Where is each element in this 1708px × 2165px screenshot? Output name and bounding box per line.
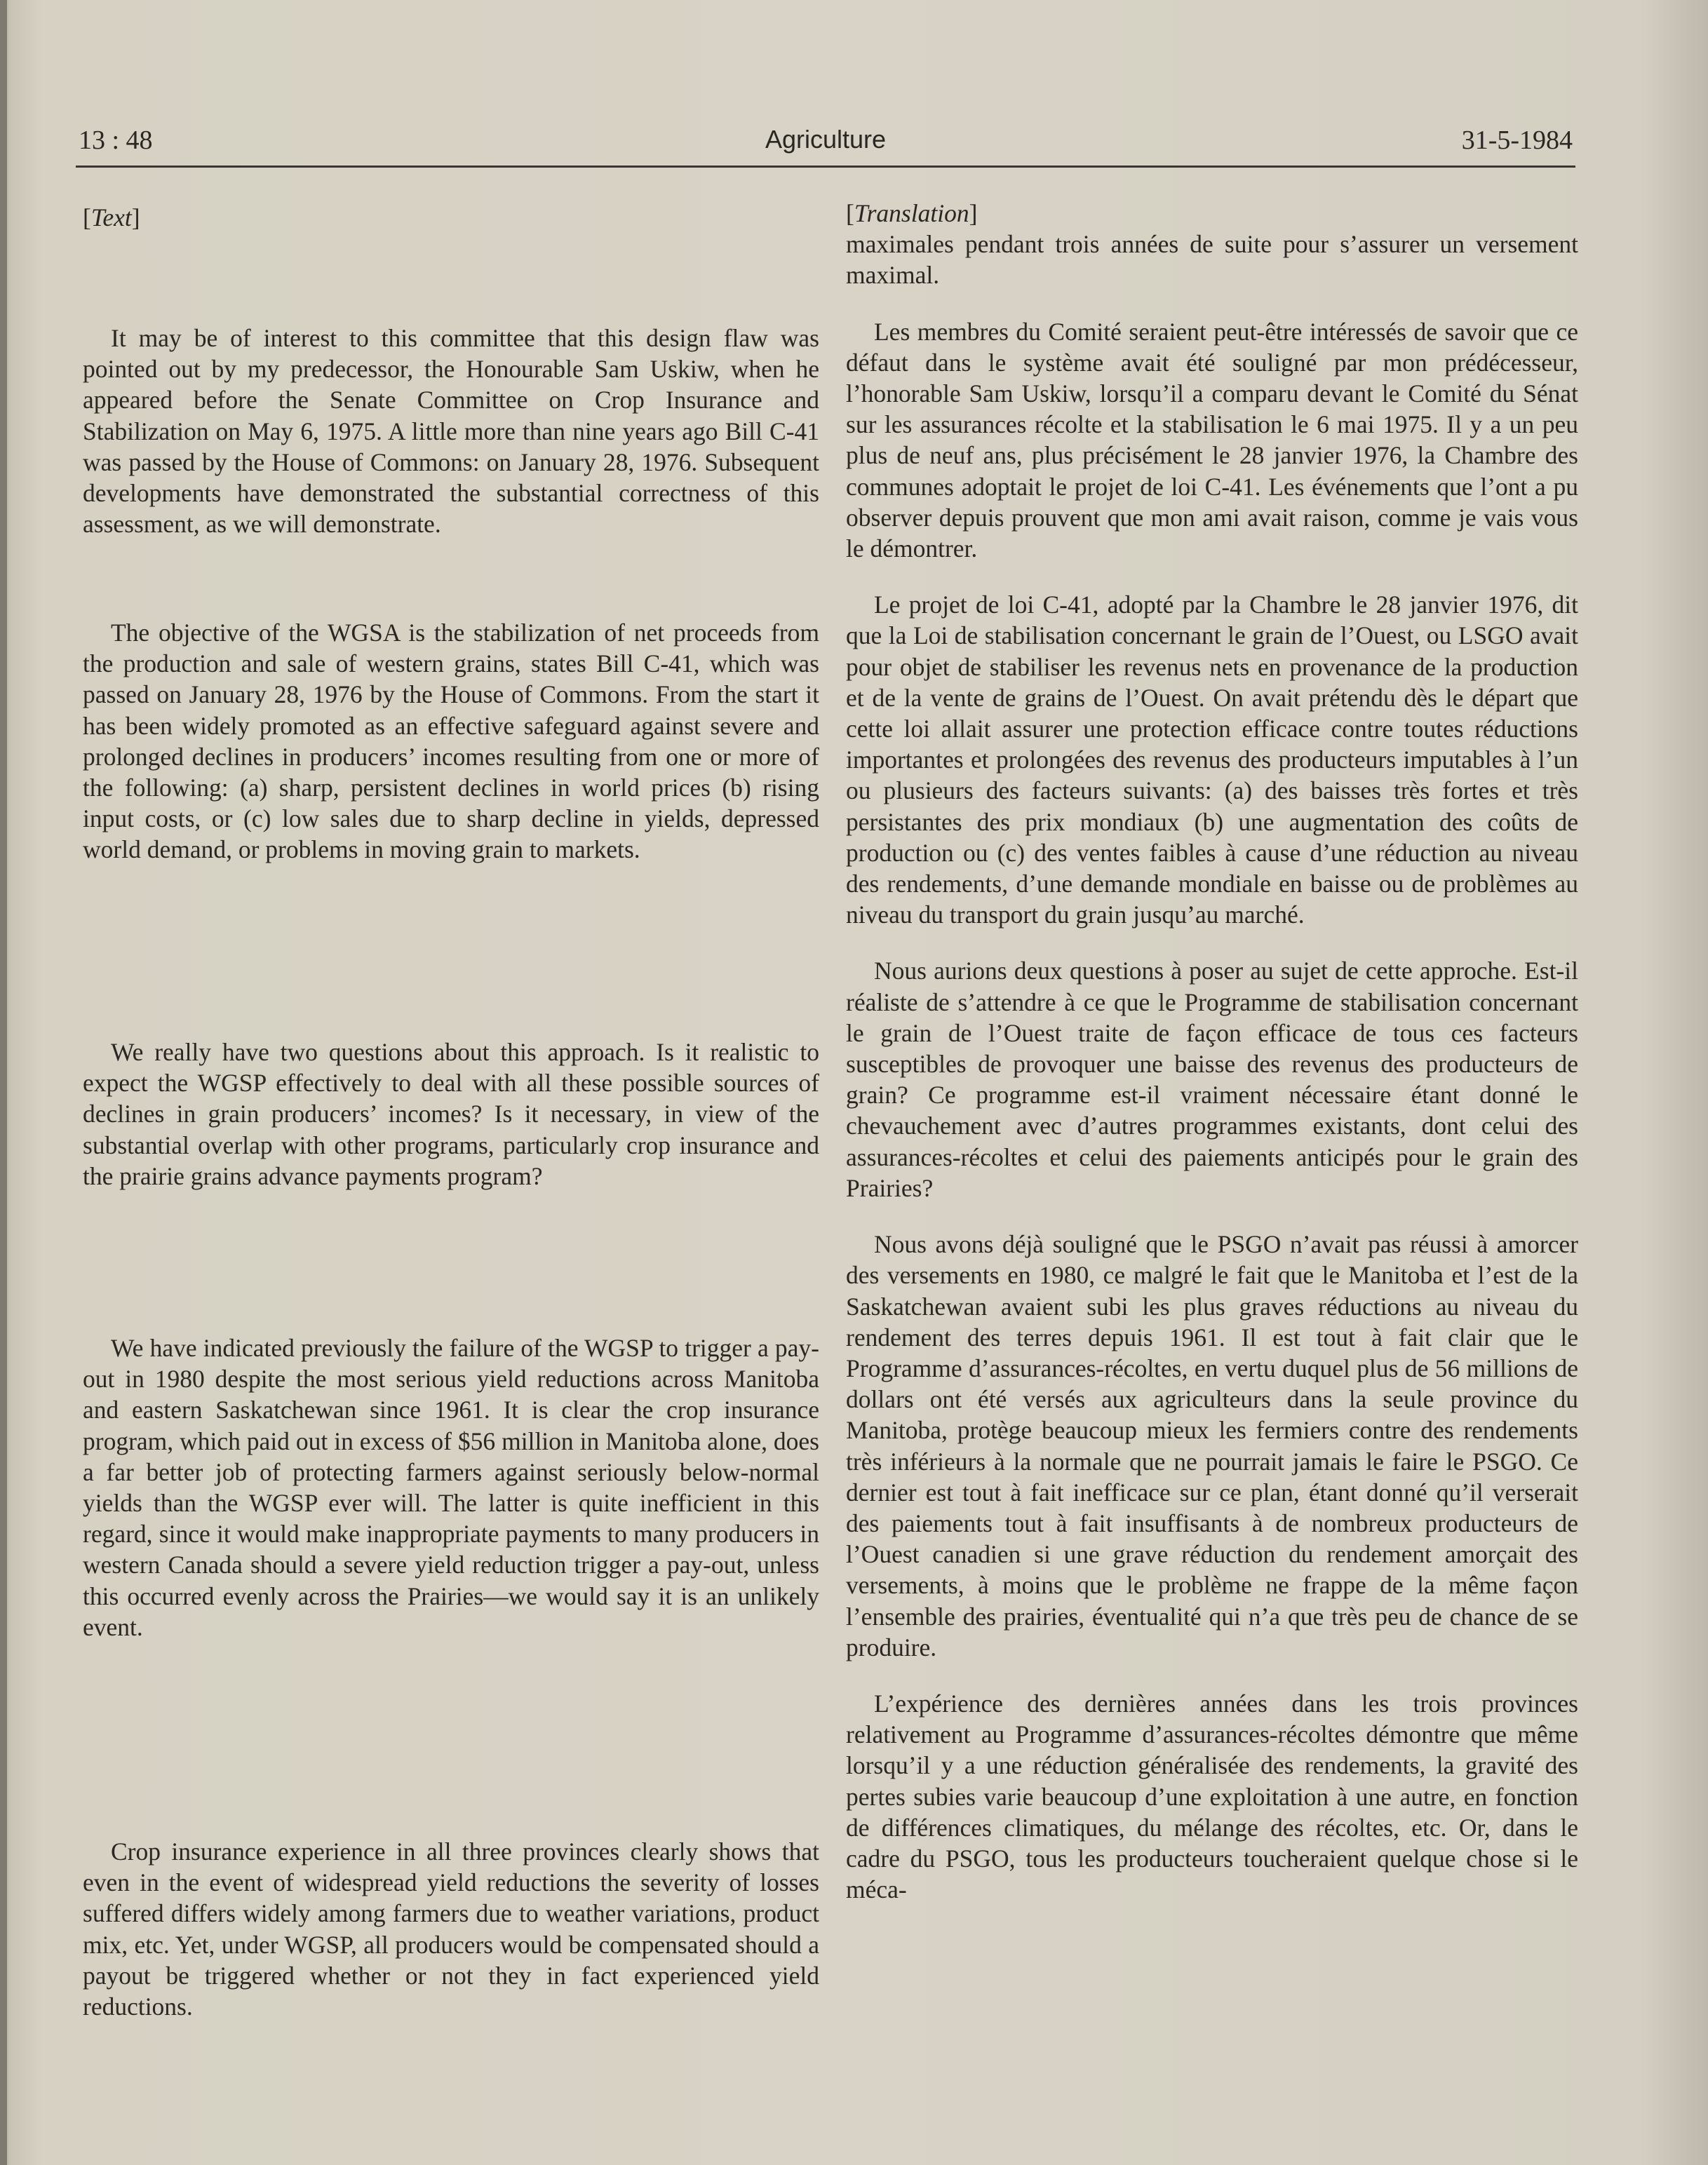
page-date: 31-5-1984 xyxy=(1461,126,1573,155)
french-continuation: maximales pendant trois années de suite pour s’assurer un versement maximal. xyxy=(846,230,1578,290)
french-paragraph: Les membres du Comité seraient peut-être intéressés de savoir que ce défaut dans le système avait été souligné par mon prédécesseur, l’honorable Sam Uskiw, lorsqu’il a comparu devant le Comité du Sénat sur les assurances récolte et la stabilisation le 6 mai 1975. Il y a un peu plus de neuf ans, plus précisément le 28 janvier 1976, la Chambre des communes adoptait le projet de loi C-41. Les événements que l’ont a pu observer depuis prouvent que mon ami avait raison, comme je vais vous le démontrer. xyxy=(846,317,1578,563)
header-rule xyxy=(76,166,1575,168)
text-tag-label: Text xyxy=(90,203,132,231)
running-title: Agriculture xyxy=(765,125,887,154)
english-paragraph: Crop insurance experience in all three provinces clearly shows that even in the event of widespread yield reductions the severity of losses suffered differs widely among farmers due to weather variations, product mix, etc. Yet, under WGSP, all producers would be compensated should a payout be triggered whether or not they in fact experienced yield reductions. xyxy=(83,1837,819,2021)
english-paragraph: We have indicated previously the failure of the WGSP to trigger a pay-out in 1980 despite the most serious yield reductions across Manitoba and eastern Saskatchewan since 1961. It is clear the crop insurance program, which paid out in excess of $56 million in Manitoba alone, does a far better job of protecting farmers against seriously below-normal yields than the WGSP ever will. The latter is quite inefficient in this regard, since it would make inappropriate payments to many producers in western Canada should a severe yield reduction trigger a pay-out, unless this occurred evenly across the Prairies—we would say it is an unlikely event. xyxy=(83,1334,819,1641)
english-column xyxy=(83,202,819,2021)
french-paragraph: L’expérience des dernières années dans les trois provinces relativement au Programme d’assurances-récoltes démontre que même lorsqu’il y a une réduction généralisée des rendements, la gravité des pertes subies varie beaucoup d’une exploitation à une autre, en fonction de différences climatiques, du mélange des récoltes, etc. Or, dans le cadre du PSGO, tous les producteurs toucheraient quelque chose si le méca- xyxy=(846,1689,1578,1904)
french-paragraph: Nous aurions deux questions à poser au sujet de cette approche. Est-il réaliste de s’attendre à ce que le Programme de stabilisation concernant le grain de l’Ouest traite de façon efficace de tous ces facteurs susceptibles de provoquer une baisse des revenus des producteurs de grain? Ce programme est-il vraiment nécessaire étant donné le chevauchement avec d’autres programmes existants, dont celui des assurances-récoltes et celui des paiements anticipés pour le grain des Prairies? xyxy=(846,957,1578,1202)
translation-tag: [Translation] xyxy=(846,199,978,227)
french-paragraph: Le projet de loi C-41, adopté par la Chambre le 28 janvier 1976, dit que la Loi de stabilisation concernant le grain de l’Ouest, ou LSGO avait pour objet de stabiliser les revenus nets en provenance de la production et de la vente de grains de l’Ouest. On avait prétendu dès le départ que cette loi allait assurer une protection efficace contre toutes réductions importantes et prolongées des revenus des producteurs imputables à l’un ou plusieurs des facteurs suivants: (a) des baisses très fortes et très persistantes des prix mondiaux (b) une augmentation des coûts de production ou (c) des ventes faibles à cause d’une réduction au niveau des rendements, d’une demande mondiale en baisse ou de problèmes au niveau du transport du grain jusqu’au marché. xyxy=(846,591,1578,929)
french-paragraph: Nous avons déjà souligné que le PSGO n’avait pas réussi à amorcer des versements en 1980, ce malgré le fait que le Manitoba et l’est de la Saskatchewan avaient subi les plus graves réductions au niveau du rendement des terres depuis 1961. Il est tout à fait clair que le Programme d’assurances-récoltes, en vertu duquel plus de 56 millions de dollars ont été versés aux agriculteurs dans la seule province du Manitoba, protège beaucoup mieux les fermiers contre des rendements très inférieurs à la normale que ne pourrait jamais le faire le PSGO. Ce dernier est tout à fait inefficace sur ce plan, étant donné qu’il verserait des paiements tout à fait insuffisants à de nombreux producteurs de l’Ouest canadien si une grave réduction du rendement amorçait des versements, à moins que le problème ne frappe de la même façon l’ensemble des prairies, éventualité qui n’a que très peu de chance de se produire. xyxy=(846,1230,1578,1661)
page-number: 13 : 48 xyxy=(79,126,153,155)
french-column xyxy=(846,198,1578,1930)
text-tag: [Text] xyxy=(83,203,140,231)
translation-tag-label: Translation xyxy=(854,199,969,227)
binding-edge xyxy=(0,0,7,2165)
english-paragraph: It may be of interest to this committee that this design flaw was pointed out by my predecessor, the Honourable Sam Uskiw, when he appeared before the Senate Committee on Crop Insurance and Stabilization on May 6, 1975. A little more than nine years ago Bill C-41 was passed by the House of Commons: on January 28, 1976. Subsequent developments have demonstrated the substantial correctness of this assessment, as we will demonstrate. xyxy=(83,324,819,539)
page-header xyxy=(79,125,1573,164)
english-paragraph: We really have two questions about this approach. Is it realistic to expect the WGSP effectively to deal with all these possible sources of declines in grain producers’ incomes? Is it necessary, in view of the substantial overlap with other programs, particularly crop insurance and the prairie grains advance payments program? xyxy=(83,1038,819,1190)
english-paragraph: The objective of the WGSA is the stabilization of net proceeds from the production and sale of western grains, states Bill C-41, which was passed on January 28, 1976 by the House of Commons. From the start it has been widely promoted as an effective safeguard against severe and prolonged declines in producers’ incomes resulting from one or more of the following: (a) sharp, persistent declines in world prices (b) rising input costs, or (c) low sales due to sharp decline in yields, depressed world demand, or problems in moving grain to markets. xyxy=(83,619,819,864)
